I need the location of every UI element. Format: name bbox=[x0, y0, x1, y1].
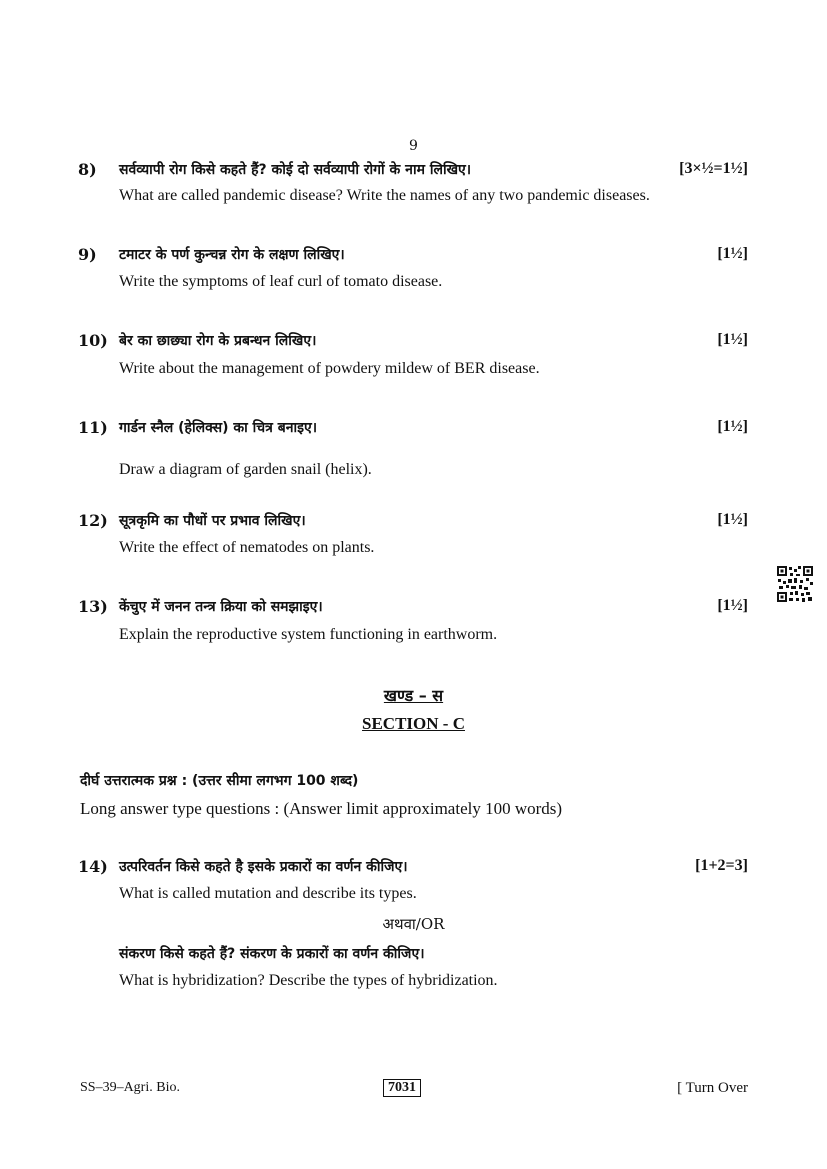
alt-question-hindi: संकरण किसे कहते हैं? संकरण के प्रकारों का वर्णन कीजिए। bbox=[119, 946, 425, 962]
question-number: 9) bbox=[78, 245, 97, 264]
question-number: 12) bbox=[78, 511, 108, 530]
question-number: 14) bbox=[78, 857, 108, 876]
question-marks: [1½] bbox=[717, 245, 748, 262]
question-hindi: केंचुए में जनन तन्त्र क्रिया को समझाइए। bbox=[119, 599, 323, 615]
section-title-english-text: SECTION - C bbox=[362, 714, 465, 733]
alt-question-english: What is hybridization? Describe the types of hybridization. bbox=[119, 972, 498, 989]
question-marks: [1½] bbox=[717, 331, 748, 348]
question-number: 10) bbox=[78, 331, 108, 350]
question-hindi: सर्वव्यापी रोग किसे कहते हैं? कोई दो सर्वव्यापी रोगों के नाम लिखिए। bbox=[119, 162, 472, 178]
footer-subject-code: SS–39–Agri. Bio. bbox=[80, 1080, 180, 1095]
page-number: 9 bbox=[409, 138, 418, 154]
qr-code-icon bbox=[776, 565, 814, 603]
question-hindi: गार्डन स्नैल (हेलिक्स) का चित्र बनाइए। bbox=[119, 420, 318, 436]
question-english: Write the effect of nematodes on plants. bbox=[119, 539, 375, 556]
question-english: Draw a diagram of garden snail (helix). bbox=[119, 461, 372, 478]
question-english: What is called mutation and describe its types. bbox=[119, 885, 417, 902]
question-hindi: बेर का छाछ्या रोग के प्रबन्धन लिखिए। bbox=[119, 333, 317, 349]
question-english: What are called pandemic disease? Write the names of any two pandemic diseases. bbox=[119, 187, 650, 204]
footer-turn-over: [ Turn Over bbox=[677, 1080, 748, 1096]
question-marks: [3×½=1½] bbox=[679, 160, 748, 177]
question-hindi: सूत्रकृमि का पौधों पर प्रभाव लिखिए। bbox=[119, 513, 306, 529]
question-english: Write the symptoms of leaf curl of tomato disease. bbox=[119, 273, 443, 290]
question-number: 11) bbox=[78, 418, 108, 437]
instruction-hindi: दीर्घ उत्तरात्मक प्रश्न : (उत्तर सीमा लगभग 100 शब्द) bbox=[80, 773, 359, 789]
question-hindi: उत्परिवर्तन किसे कहते है इसके प्रकारों का वर्णन कीजिए। bbox=[119, 859, 408, 875]
question-marks: [1+2=3] bbox=[695, 857, 748, 874]
question-number: 13) bbox=[78, 597, 108, 616]
or-label: अथवा/OR bbox=[382, 915, 445, 933]
question-marks: [1½] bbox=[717, 418, 748, 435]
question-hindi: टमाटर के पर्ण कुन्चन्न रोग के लक्षण लिखिए। bbox=[119, 247, 345, 263]
question-english: Explain the reproductive system functioning in earthworm. bbox=[119, 626, 498, 643]
instruction-english: Long answer type questions : (Answer limit approximately 100 words) bbox=[80, 799, 563, 818]
section-title-english bbox=[0, 714, 827, 734]
question-number: 8) bbox=[78, 160, 97, 179]
section-title-hindi bbox=[0, 684, 827, 706]
question-marks: [1½] bbox=[717, 511, 748, 528]
footer-paper-code: 7031 bbox=[383, 1079, 421, 1097]
question-english: Write about the management of powdery mildew of BER disease. bbox=[119, 360, 540, 377]
question-marks: [1½] bbox=[717, 597, 748, 614]
section-title-hindi-text: खण्ड – स bbox=[383, 686, 444, 705]
